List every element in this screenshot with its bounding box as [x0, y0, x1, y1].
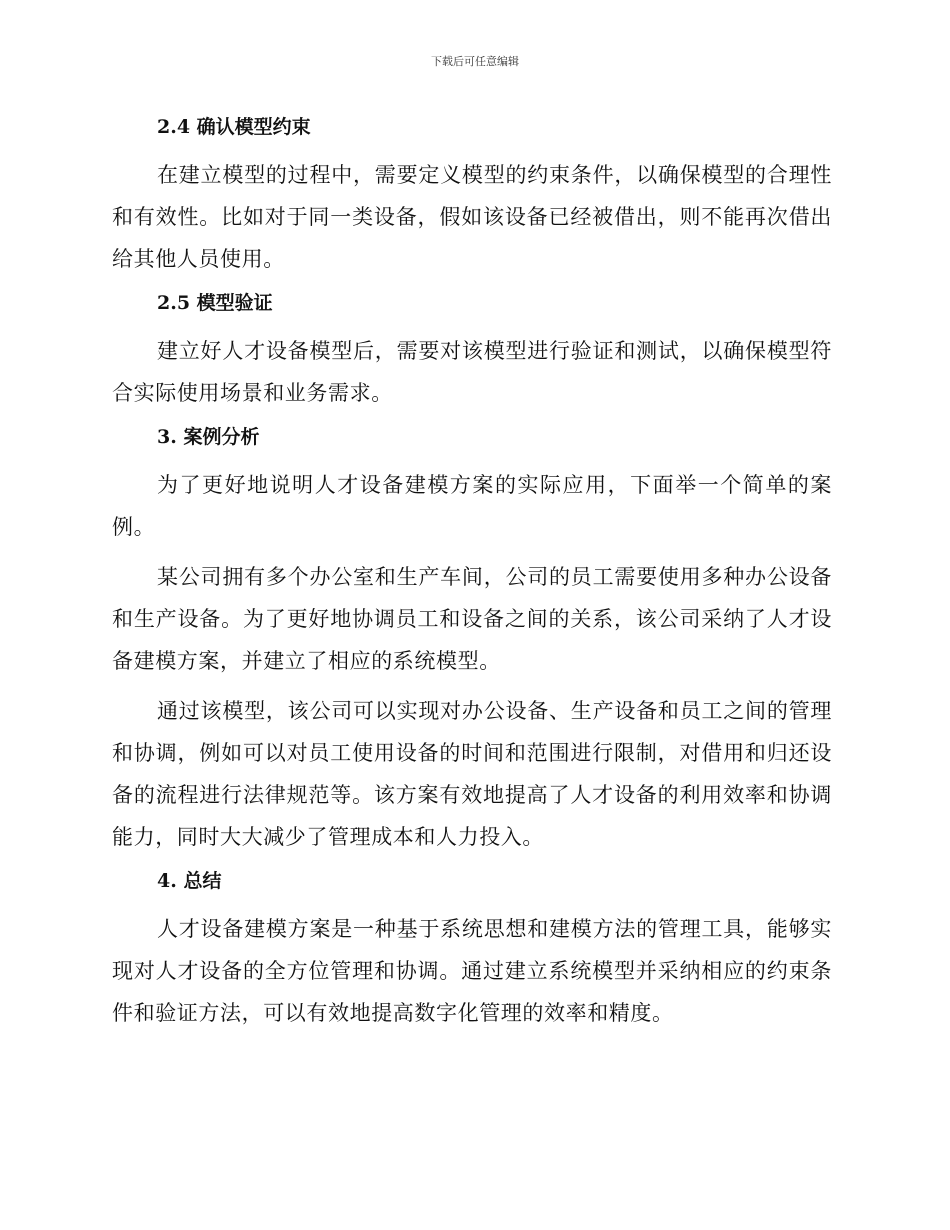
section-4 — [112, 866, 832, 1034]
paragraph: 在建立模型的过程中，需要定义模型的约束条件，以确保模型的合理性和有效性。比如对于同一类设备，假如该设备已经被借出，则不能再次借出给其他人员使用。 — [112, 163, 832, 271]
section-heading: 4. 总结 — [157, 870, 222, 892]
paragraph: 为了更好地说明人才设备建模方案的实际应用，下面举一个简单的案例。 — [112, 473, 832, 539]
section-2-5 — [112, 288, 832, 422]
paragraph: 建立好人才设备模型后，需要对该模型进行验证和测试，以确保模型符合实际使用场景和业务需求。 — [112, 339, 832, 405]
section-3 — [112, 422, 832, 866]
document-body — [112, 112, 832, 1034]
paragraph: 某公司拥有多个办公室和生产车间，公司的员工需要使用多种办公设备和生产设备。为了更好地协调员工和设备之间的关系，该公司采纳了人才设备建模方案，并建立了相应的系统模型。 — [112, 565, 832, 673]
page-header: 下载后可任意编辑 — [431, 55, 519, 68]
section-2-4 — [112, 112, 832, 288]
paragraph: 通过该模型，该公司可以实现对办公设备、生产设备和员工之间的管理和协调，例如可以对员工使用设备的时间和范围进行限制，对借用和归还设备的流程进行法律规范等。该方案有效地提高了人才设备的利用效率和协调能力，同时大大减少了管理成本和人力投入。 — [112, 699, 832, 849]
paragraph: 人才设备建模方案是一种基于系统思想和建模方法的管理工具，能够实现对人才设备的全方位管理和协调。通过建立系统模型并采纳相应的约束条件和验证方法，可以有效地提高数字化管理的效率和精度。 — [112, 917, 832, 1025]
section-heading: 2.5 模型验证 — [157, 292, 273, 314]
section-heading: 3. 案例分析 — [157, 426, 260, 448]
section-heading: 2.4 确认模型约束 — [157, 116, 311, 138]
